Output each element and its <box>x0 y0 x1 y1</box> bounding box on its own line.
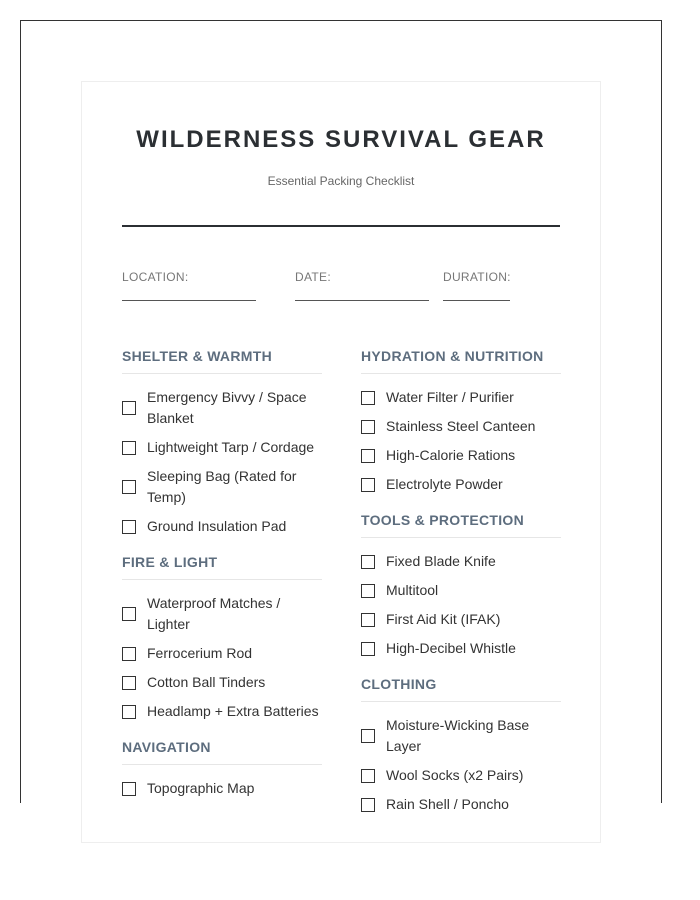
checkbox[interactable] <box>122 676 136 690</box>
item-label: First Aid Kit (IFAK) <box>386 611 501 627</box>
item-label: Headlamp + Extra Batteries <box>147 703 319 719</box>
checklist-item[interactable] <box>361 474 561 495</box>
item-label: Rain Shell / Poncho <box>386 796 509 812</box>
section-shelter-warmth <box>122 348 322 537</box>
checkbox[interactable] <box>122 401 136 415</box>
item-label: Topographic Map <box>147 780 255 796</box>
checkbox[interactable] <box>361 798 375 812</box>
item-label: Multitool <box>386 582 439 598</box>
page-title: WILDERNESS SURVIVAL GEAR <box>136 126 546 153</box>
item-label: Electrolyte Powder <box>386 476 503 492</box>
checklist-item[interactable] <box>361 416 561 437</box>
section-tools-protection <box>361 512 561 659</box>
section-navigation <box>122 739 322 799</box>
section-title-hydration: HYDRATION & NUTRITION <box>361 348 561 374</box>
section-fire-light <box>122 554 322 722</box>
checklist-sheet <box>81 81 601 843</box>
section-title-shelter: SHELTER & WARMTH <box>122 348 322 374</box>
checklist-item[interactable] <box>361 580 561 601</box>
date-field[interactable] <box>295 268 429 301</box>
checkbox[interactable] <box>361 613 375 627</box>
document-frame <box>20 20 662 812</box>
checklist-item[interactable] <box>361 765 561 786</box>
checklist-item[interactable] <box>122 593 322 635</box>
checkbox[interactable] <box>122 480 136 494</box>
checklist-item[interactable] <box>361 387 561 408</box>
checkbox[interactable] <box>361 769 375 783</box>
item-label: Fixed Blade Knife <box>386 553 496 569</box>
checkbox[interactable] <box>361 555 375 569</box>
section-hydration-nutrition <box>361 348 561 495</box>
section-title-navigation: NAVIGATION <box>122 739 322 765</box>
right-column <box>361 348 561 832</box>
checklist-item[interactable] <box>361 551 561 572</box>
item-label: Water Filter / Purifier <box>386 389 514 405</box>
checkbox[interactable] <box>361 584 375 598</box>
item-label: Sleeping Bag (Rated for Temp) <box>147 468 297 505</box>
checklist-item[interactable] <box>122 672 322 693</box>
checklist-item[interactable] <box>122 516 322 537</box>
checklist-item[interactable] <box>122 778 322 799</box>
checkbox[interactable] <box>122 705 136 719</box>
checkbox[interactable] <box>122 647 136 661</box>
checkbox[interactable] <box>361 391 375 405</box>
page-subtitle: Essential Packing Checklist <box>267 174 415 188</box>
section-title-clothing: CLOTHING <box>361 676 561 702</box>
item-label: Moisture-Wicking Base Layer <box>386 717 530 754</box>
section-title-tools: TOOLS & PROTECTION <box>361 512 561 538</box>
title-divider <box>122 225 560 227</box>
checklist-item[interactable] <box>122 437 322 458</box>
checklist-item[interactable] <box>122 466 322 508</box>
item-label: Waterproof Matches / Lighter <box>147 595 281 632</box>
checklist-item[interactable] <box>361 445 561 466</box>
checkbox[interactable] <box>122 520 136 534</box>
checkbox[interactable] <box>361 449 375 463</box>
item-label: Ground Insulation Pad <box>147 518 287 534</box>
item-label: Stainless Steel Canteen <box>386 418 536 434</box>
checklist-item[interactable] <box>361 609 561 630</box>
checkbox[interactable] <box>122 441 136 455</box>
checkbox[interactable] <box>361 420 375 434</box>
duration-label: DURATION: <box>443 270 511 284</box>
item-label: Ferrocerium Rod <box>147 645 253 661</box>
checkbox[interactable] <box>122 782 136 796</box>
date-label: DATE: <box>295 270 331 284</box>
item-label: High-Calorie Rations <box>386 447 516 463</box>
checklist-item[interactable] <box>361 794 561 815</box>
checklist-item[interactable] <box>122 387 322 429</box>
left-column <box>122 348 322 816</box>
checkbox[interactable] <box>361 642 375 656</box>
checklist-item[interactable] <box>122 643 322 664</box>
checklist-item[interactable] <box>361 638 561 659</box>
item-label: Cotton Ball Tinders <box>147 674 266 690</box>
item-label: Lightweight Tarp / Cordage <box>147 439 315 455</box>
duration-field[interactable] <box>443 268 510 301</box>
checkbox[interactable] <box>122 607 136 621</box>
location-field[interactable] <box>122 268 256 301</box>
item-label: Emergency Bivvy / Space Blanket <box>147 389 307 426</box>
item-label: High-Decibel Whistle <box>386 640 516 656</box>
checklist-item[interactable] <box>361 715 561 757</box>
checkbox[interactable] <box>361 729 375 743</box>
location-label: LOCATION: <box>122 270 189 284</box>
section-clothing <box>361 676 561 815</box>
item-label: Wool Socks (x2 Pairs) <box>386 767 524 783</box>
checklist-item[interactable] <box>122 701 322 722</box>
checkbox[interactable] <box>361 478 375 492</box>
section-title-fire: FIRE & LIGHT <box>122 554 322 580</box>
